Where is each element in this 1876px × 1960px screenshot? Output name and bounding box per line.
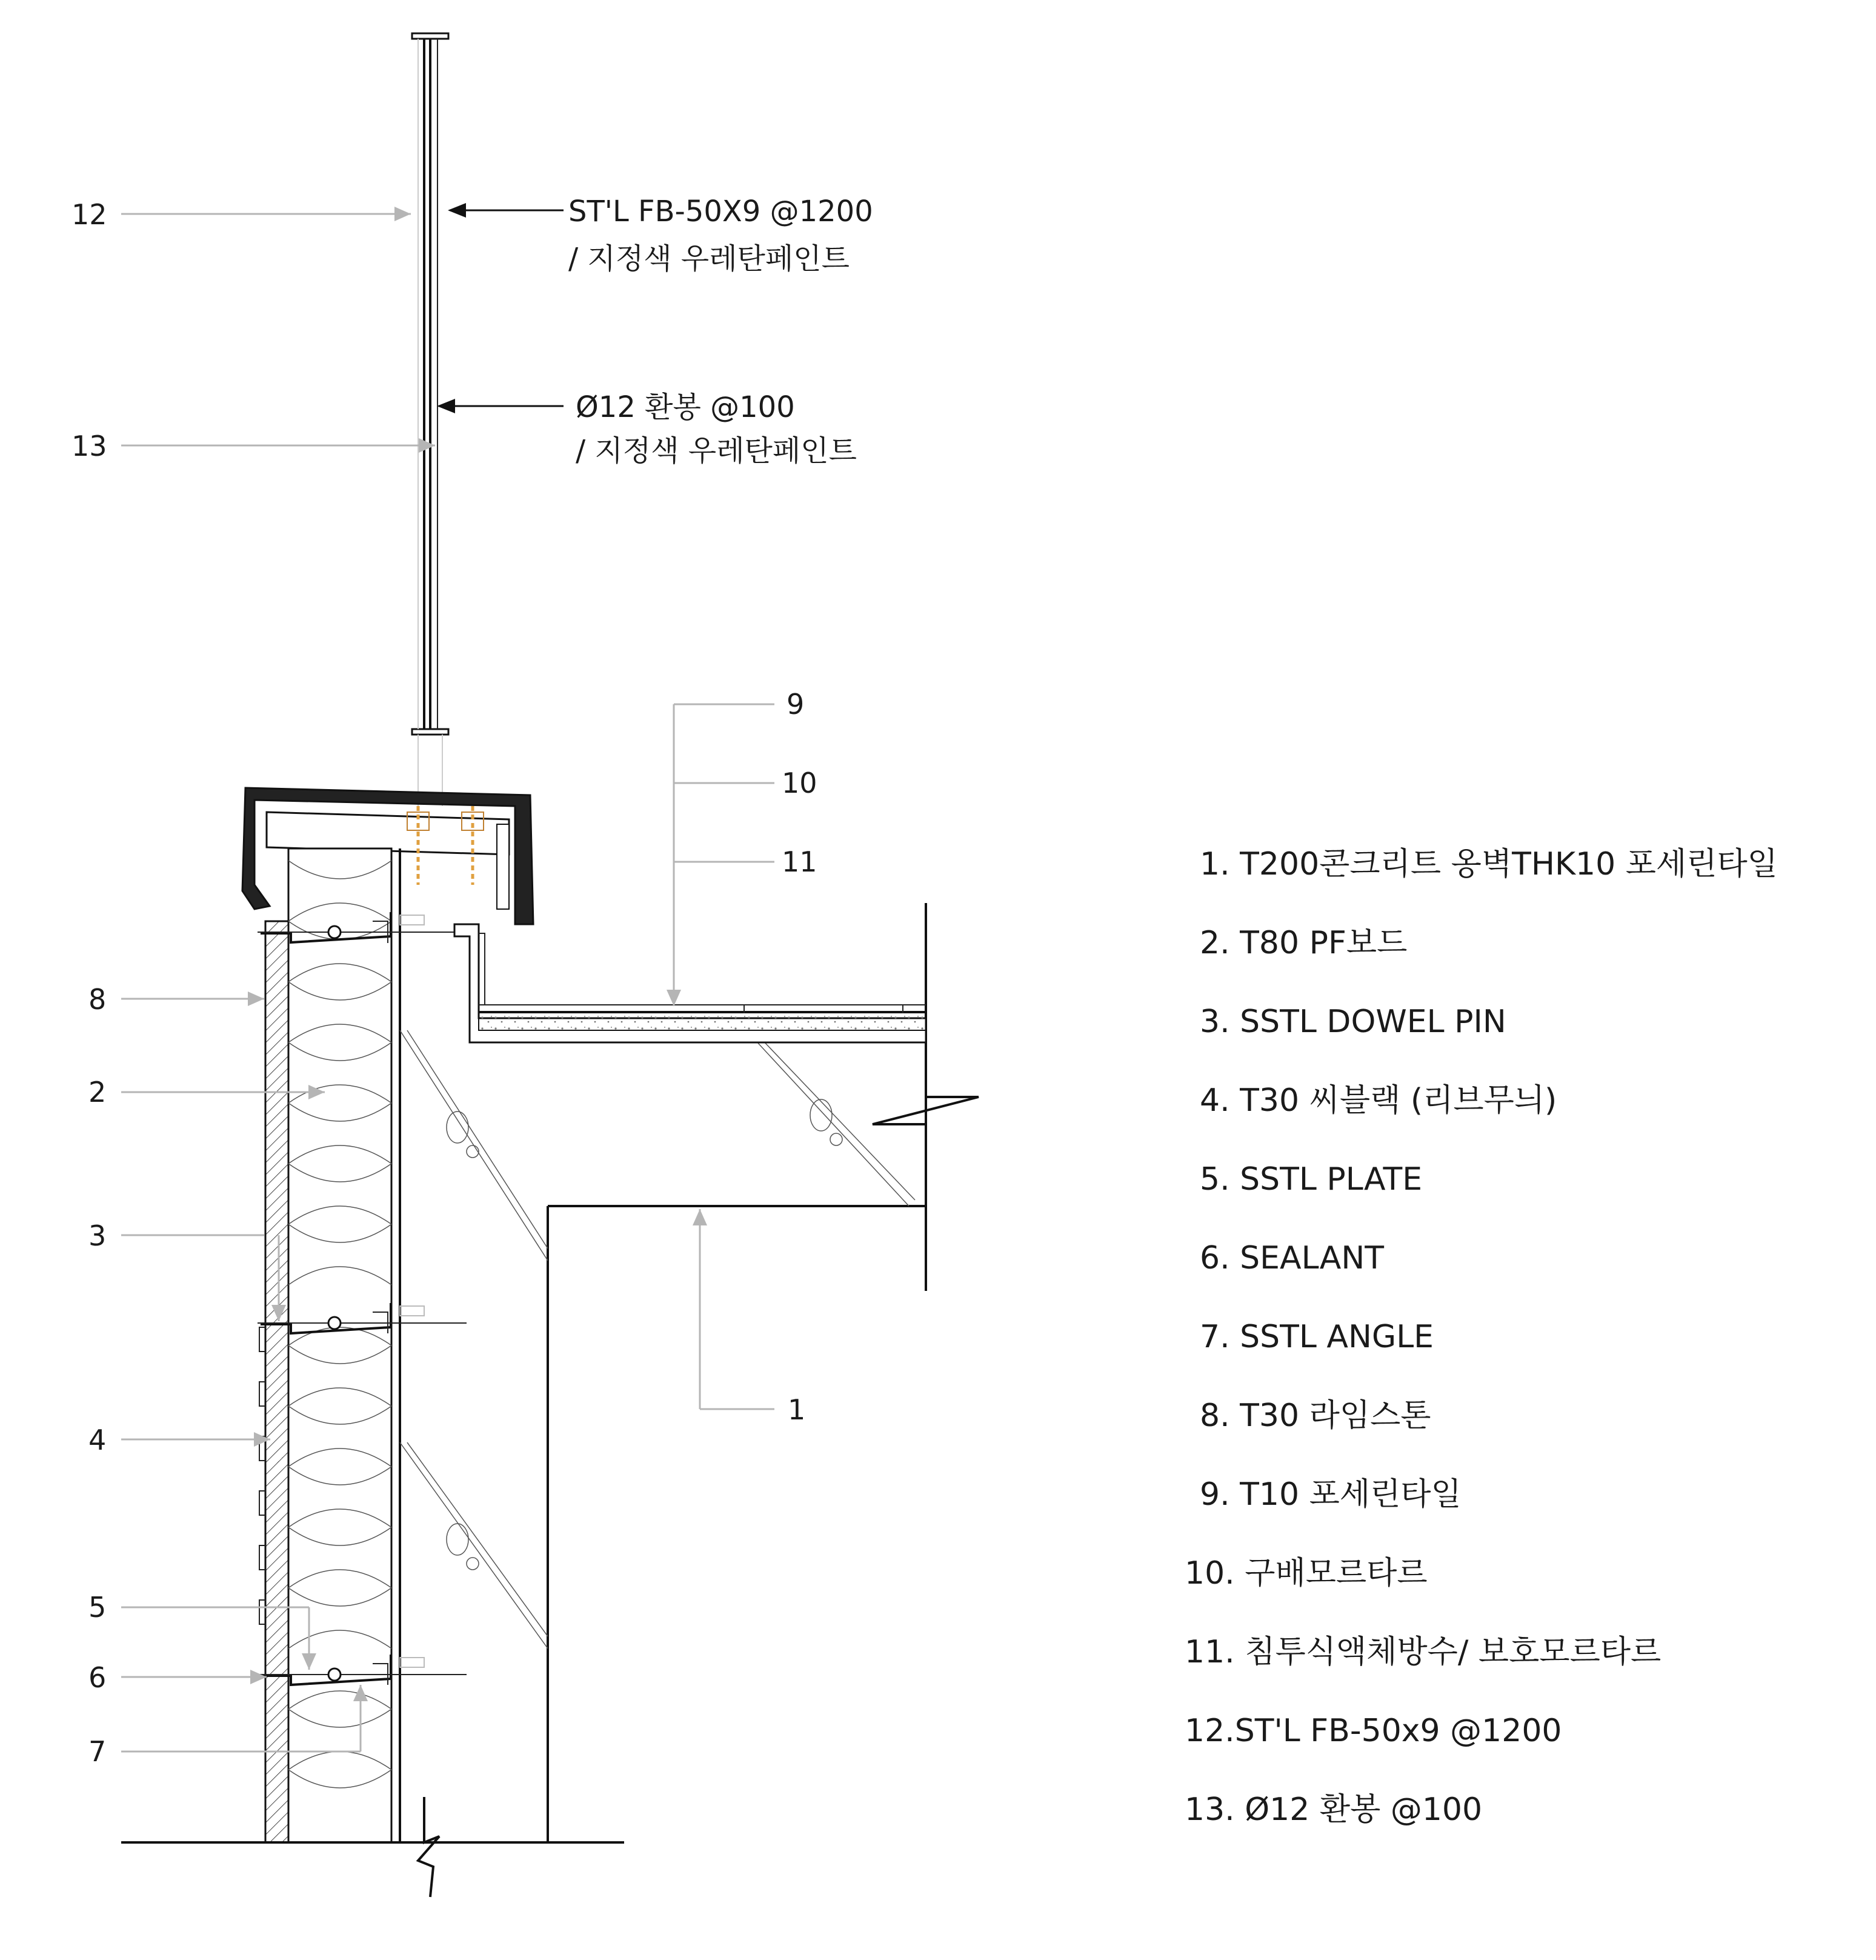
callout-1: 1 — [788, 1393, 806, 1426]
wall-section — [259, 848, 926, 1842]
callout-7: 7 — [88, 1735, 107, 1768]
flatbar-note-line1: ST'L FB-50X9 @1200 — [568, 195, 873, 228]
legend-item-12: 12.ST'L FB-50x9 @1200 — [1185, 1713, 1562, 1749]
slope-mortar — [479, 1012, 926, 1030]
legend-item-3: 3. SSTL DOWEL PIN — [1200, 1004, 1506, 1040]
callout-4: 4 — [88, 1424, 107, 1456]
legend-item-6: 6. SEALANT — [1200, 1240, 1384, 1276]
callout-9: 9 — [787, 688, 805, 721]
callout-8: 8 — [88, 983, 107, 1016]
pf-board-insulation — [288, 848, 391, 1842]
material-legend — [1185, 846, 1778, 1828]
railing — [412, 33, 448, 806]
stone-cladding — [265, 921, 288, 1842]
callout-6: 6 — [88, 1661, 107, 1694]
legend-item-8: 8. T30 라임스톤 — [1200, 1398, 1431, 1434]
legend-item-4: 4. T30 씨블랙 (리브무늬) — [1200, 1082, 1557, 1119]
railing-top-cap — [412, 33, 448, 39]
flatbar-note-line2: / 지정색 우레탄페인트 — [568, 242, 850, 276]
callout-13: 13 — [72, 430, 107, 462]
rod-note-line2: / 지정색 우레탄페인트 — [576, 434, 857, 468]
roof-floor-build-up — [454, 924, 979, 1206]
rod-note-line1: Ø12 환봉 @100 — [576, 390, 795, 424]
railing-notes — [568, 195, 873, 468]
legend-item-7: 7. SSTL ANGLE — [1200, 1319, 1434, 1355]
callout-2: 2 — [88, 1076, 107, 1108]
legend-item-1: 1. T200콘크리트 옹벽THK10 포세린타일 — [1200, 846, 1778, 882]
legend-item-2: 2. T80 PF보드 — [1200, 925, 1408, 961]
legend-item-11: 11. 침투식액체방수/ 보호모르타르 — [1185, 1634, 1661, 1670]
callout-11: 11 — [782, 845, 817, 878]
railing-bottom-plate — [412, 729, 448, 735]
callout-12: 12 — [72, 198, 107, 231]
legend-item-9: 9. T10 포세린타일 — [1200, 1476, 1462, 1513]
legend-item-5: 5. SSTL PLATE — [1200, 1161, 1423, 1198]
callout-5: 5 — [88, 1591, 107, 1624]
legend-item-13: 13. Ø12 환봉 @100 — [1185, 1792, 1483, 1828]
callout-10: 10 — [782, 767, 817, 799]
legend-item-10: 10. 구배모르타르 — [1185, 1555, 1428, 1592]
callout-3: 3 — [88, 1219, 107, 1252]
